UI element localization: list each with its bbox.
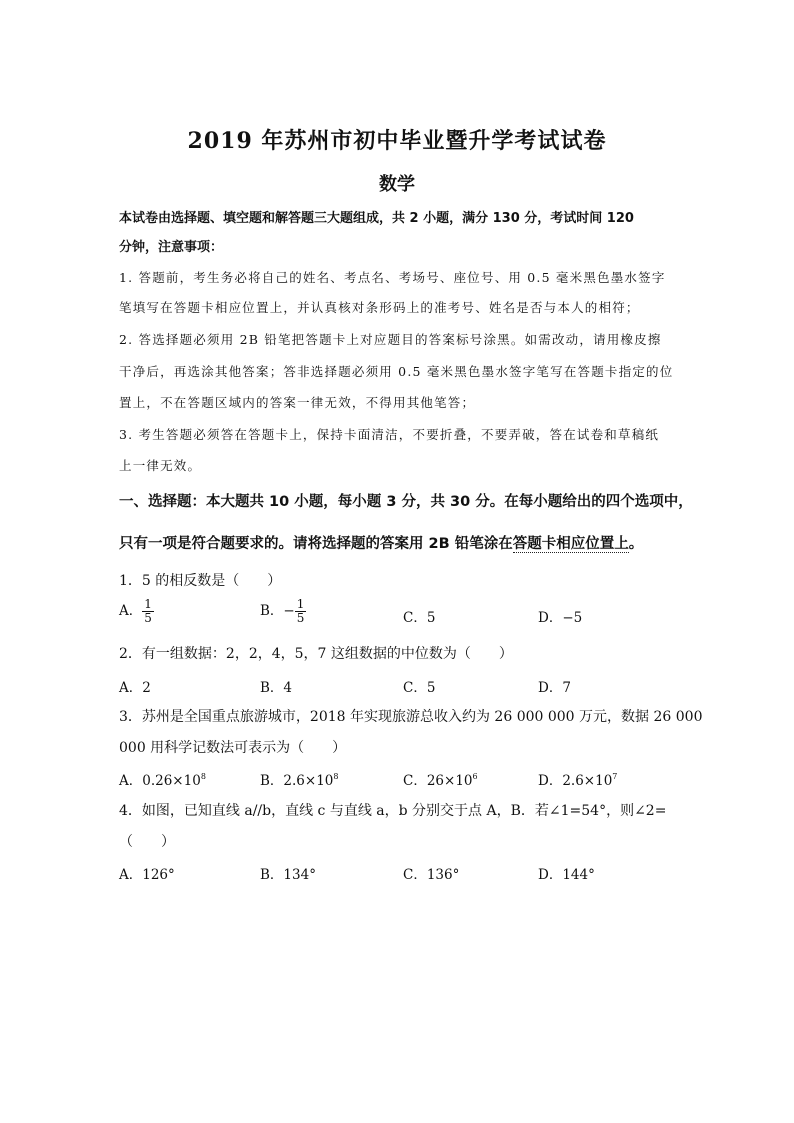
option-c-text: C．26×10 <box>403 773 473 789</box>
note-3-line-2: 上一律无效。 <box>119 458 202 473</box>
question-4-option-c: C．136° <box>403 867 460 883</box>
intro-line-2: 分钟，注意事项： <box>119 240 224 255</box>
answer-card-location-text: 答题卡相应位置上 <box>512 536 629 552</box>
question-3-option-b <box>260 769 338 789</box>
note-2-line-3: 置上，不在答题区域内的答案一律无效，不得用其他笔答； <box>119 395 476 410</box>
question-4-stem-line-2: （ ） <box>119 834 175 850</box>
fraction-denominator: 5 <box>296 611 305 625</box>
question-2-option-d: D．7 <box>538 680 571 696</box>
exponent: 6 <box>472 772 478 781</box>
note-1-line-2: 笔填写在答题卡相应位置上，并认真核对条形码上的准考号、姓名是否与本人的相符； <box>119 300 640 315</box>
section-1-line-2-suffix: 。 <box>628 536 644 552</box>
option-a-label: A． <box>119 603 143 619</box>
section-1-heading-line-2 <box>119 532 679 553</box>
question-1-option-d: D．−5 <box>538 610 583 626</box>
intro-line-1: 本试卷由选择题、填空题和解答题三大题组成，共 2 小题，满分 130 分，考试时间 120 <box>119 211 634 226</box>
option-b-text: B．2.6×10 <box>260 773 334 789</box>
question-1-option-a <box>119 598 154 625</box>
fraction-denominator: 5 <box>144 611 152 625</box>
fraction <box>142 598 154 625</box>
question-2-stem: 2．有一组数据：2，2，4，5，7 这组数据的中位数为（ ） <box>119 646 513 662</box>
subject-heading: 数学 <box>379 174 415 195</box>
note-1-line-1: 1. 答题前，考生务必将自己的姓名、考点名、考场号、座位号、用 0.5 毫米黑色墨水签字 <box>119 270 666 285</box>
question-2-option-b: B．4 <box>260 680 293 696</box>
question-3-option-d <box>538 769 617 789</box>
note-2-line-2: 干净后，再选涂其他答案；答非选择题必须用 0.5 毫米黑色墨水签字笔写在答题卡指定的位 <box>119 364 674 379</box>
note-3-line-1: 3. 考生答题必须答在答题卡上，保持卡面清洁，不要折叠，不要弄破，答在试卷和草稿纸 <box>119 427 660 442</box>
exponent: 8 <box>200 772 206 781</box>
question-2-option-a: A．2 <box>119 680 151 696</box>
question-3-stem-line-2: 000 用科学记数法可表示为（ ） <box>119 740 347 756</box>
question-1-option-b <box>260 598 306 625</box>
question-1-option-c: C．5 <box>403 610 436 626</box>
exponent: 8 <box>333 772 339 781</box>
section-1-line-2-prefix: 只有一项是符合题要求的。请将选择题的答案用 2B 铅笔涂在 <box>119 536 513 552</box>
question-4-option-a: A．126° <box>119 867 175 883</box>
question-3-stem-line-1: 3．苏州是全国重点旅游城市，2018 年实现旅游总收入约为 26 000 000 万元，数据 26 000 <box>119 709 703 725</box>
fraction-numerator: 1 <box>144 597 152 611</box>
option-a-text: A．0.26×10 <box>119 773 201 789</box>
exponent: 7 <box>612 772 618 781</box>
question-4-option-b: B．134° <box>260 867 316 883</box>
question-4-option-d: D．144° <box>538 867 595 883</box>
question-3-option-a <box>119 769 206 789</box>
question-3-option-c <box>403 769 478 789</box>
question-4-stem-line-1: 4．如图，已知直线 a//b，直线 c 与直线 a，b 分别交于点 A，B．若∠1=54°，则∠2= <box>119 803 667 819</box>
fraction <box>295 598 307 625</box>
question-2-option-c: C．5 <box>403 680 436 696</box>
section-1-heading-line-1: 一、选择题：本大题共 10 小题，每小题 3 分，共 30 分。在每小题给出的四个选项中， <box>119 494 693 510</box>
question-1-stem: 1．5 的相反数是（ ） <box>119 573 282 589</box>
exam-title: 2019 年苏州市初中毕业暨升学考试试卷 <box>187 128 607 154</box>
fraction-numerator: 1 <box>296 597 305 611</box>
note-2-line-1: 2. 答选择题必须用 2B 铅笔把答题卡上对应题目的答案标号涂黑。如需改动，请用橡皮擦 <box>119 332 662 347</box>
option-b-label: B．− <box>260 603 295 619</box>
option-d-text: D．2.6×10 <box>538 773 613 789</box>
